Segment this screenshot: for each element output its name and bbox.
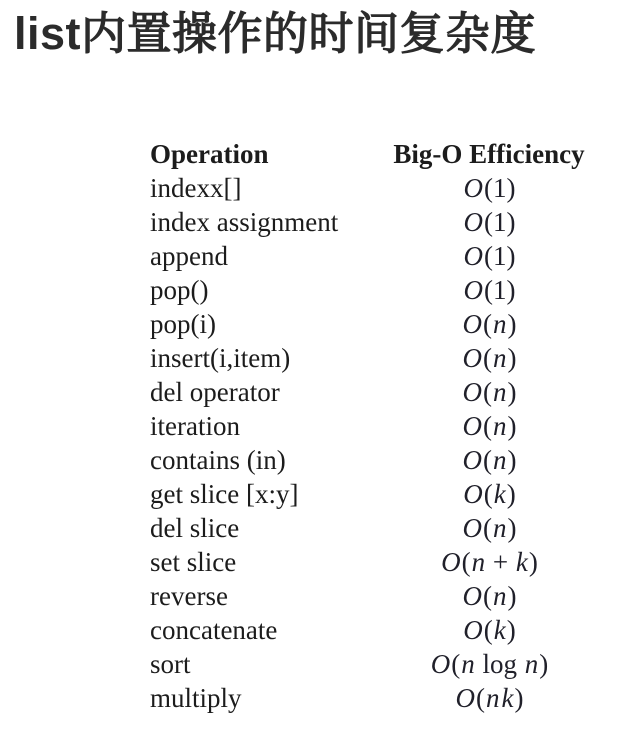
table-row xyxy=(150,375,596,409)
table-header-row xyxy=(150,137,596,171)
operation-cell: multiply xyxy=(150,682,242,713)
operation-cell: insert(i,item) xyxy=(150,342,291,373)
efficiency-cell: O(1) xyxy=(463,206,516,237)
efficiency-cell: O(1) xyxy=(463,172,516,203)
efficiency-cell: O(n) xyxy=(462,342,517,373)
operation-cell: del slice xyxy=(150,512,240,543)
table-row xyxy=(150,307,596,341)
table-row xyxy=(150,545,596,579)
operation-cell: set slice xyxy=(150,546,237,577)
operation-cell: index assignment xyxy=(150,206,339,237)
table-row xyxy=(150,341,596,375)
table-row xyxy=(150,409,596,443)
operation-cell: iteration xyxy=(150,410,240,441)
operation-cell: append xyxy=(150,240,228,271)
operation-cell: get slice [x:y] xyxy=(150,478,299,509)
table-row xyxy=(150,239,596,273)
efficiency-cell: O(k) xyxy=(463,478,516,509)
efficiency-cell: O(n) xyxy=(462,444,517,475)
efficiency-cell: O(n + k) xyxy=(441,546,538,577)
efficiency-cell: O(1) xyxy=(463,240,516,271)
table-row xyxy=(150,205,596,239)
table-row xyxy=(150,273,596,307)
efficiency-cell: O(n) xyxy=(462,308,517,339)
efficiency-cell: O(k) xyxy=(463,614,516,645)
table-row xyxy=(150,681,596,715)
table-body xyxy=(150,171,596,715)
column-header-efficiency: Big-O Efficiency xyxy=(393,138,585,169)
column-header-operation: Operation xyxy=(150,138,269,169)
table-row xyxy=(150,647,596,681)
efficiency-cell: O(n) xyxy=(462,512,517,543)
operation-cell: reverse xyxy=(150,580,228,611)
operation-cell: pop(i) xyxy=(150,308,216,339)
table-row xyxy=(150,579,596,613)
efficiency-cell: O(n) xyxy=(462,580,517,611)
operation-cell: indexx[] xyxy=(150,172,242,203)
efficiency-cell: O(n) xyxy=(462,410,517,441)
table-row xyxy=(150,443,596,477)
efficiency-cell: O(n log n) xyxy=(430,648,549,679)
efficiency-cell: O(nk) xyxy=(455,682,524,713)
operation-cell: concatenate xyxy=(150,614,278,645)
table-row xyxy=(150,477,596,511)
operation-cell: contains (in) xyxy=(150,444,286,475)
operation-cell: del operator xyxy=(150,376,280,407)
table-row xyxy=(150,511,596,545)
bigo-complexity-table xyxy=(150,137,596,715)
efficiency-cell: O(1) xyxy=(463,274,516,305)
efficiency-cell: O(n) xyxy=(462,376,517,407)
operation-cell: pop() xyxy=(150,274,209,305)
operation-cell: sort xyxy=(150,648,191,679)
page-title: list内置操作的时间复杂度 xyxy=(14,8,537,59)
table-row xyxy=(150,613,596,647)
table-row xyxy=(150,171,596,205)
